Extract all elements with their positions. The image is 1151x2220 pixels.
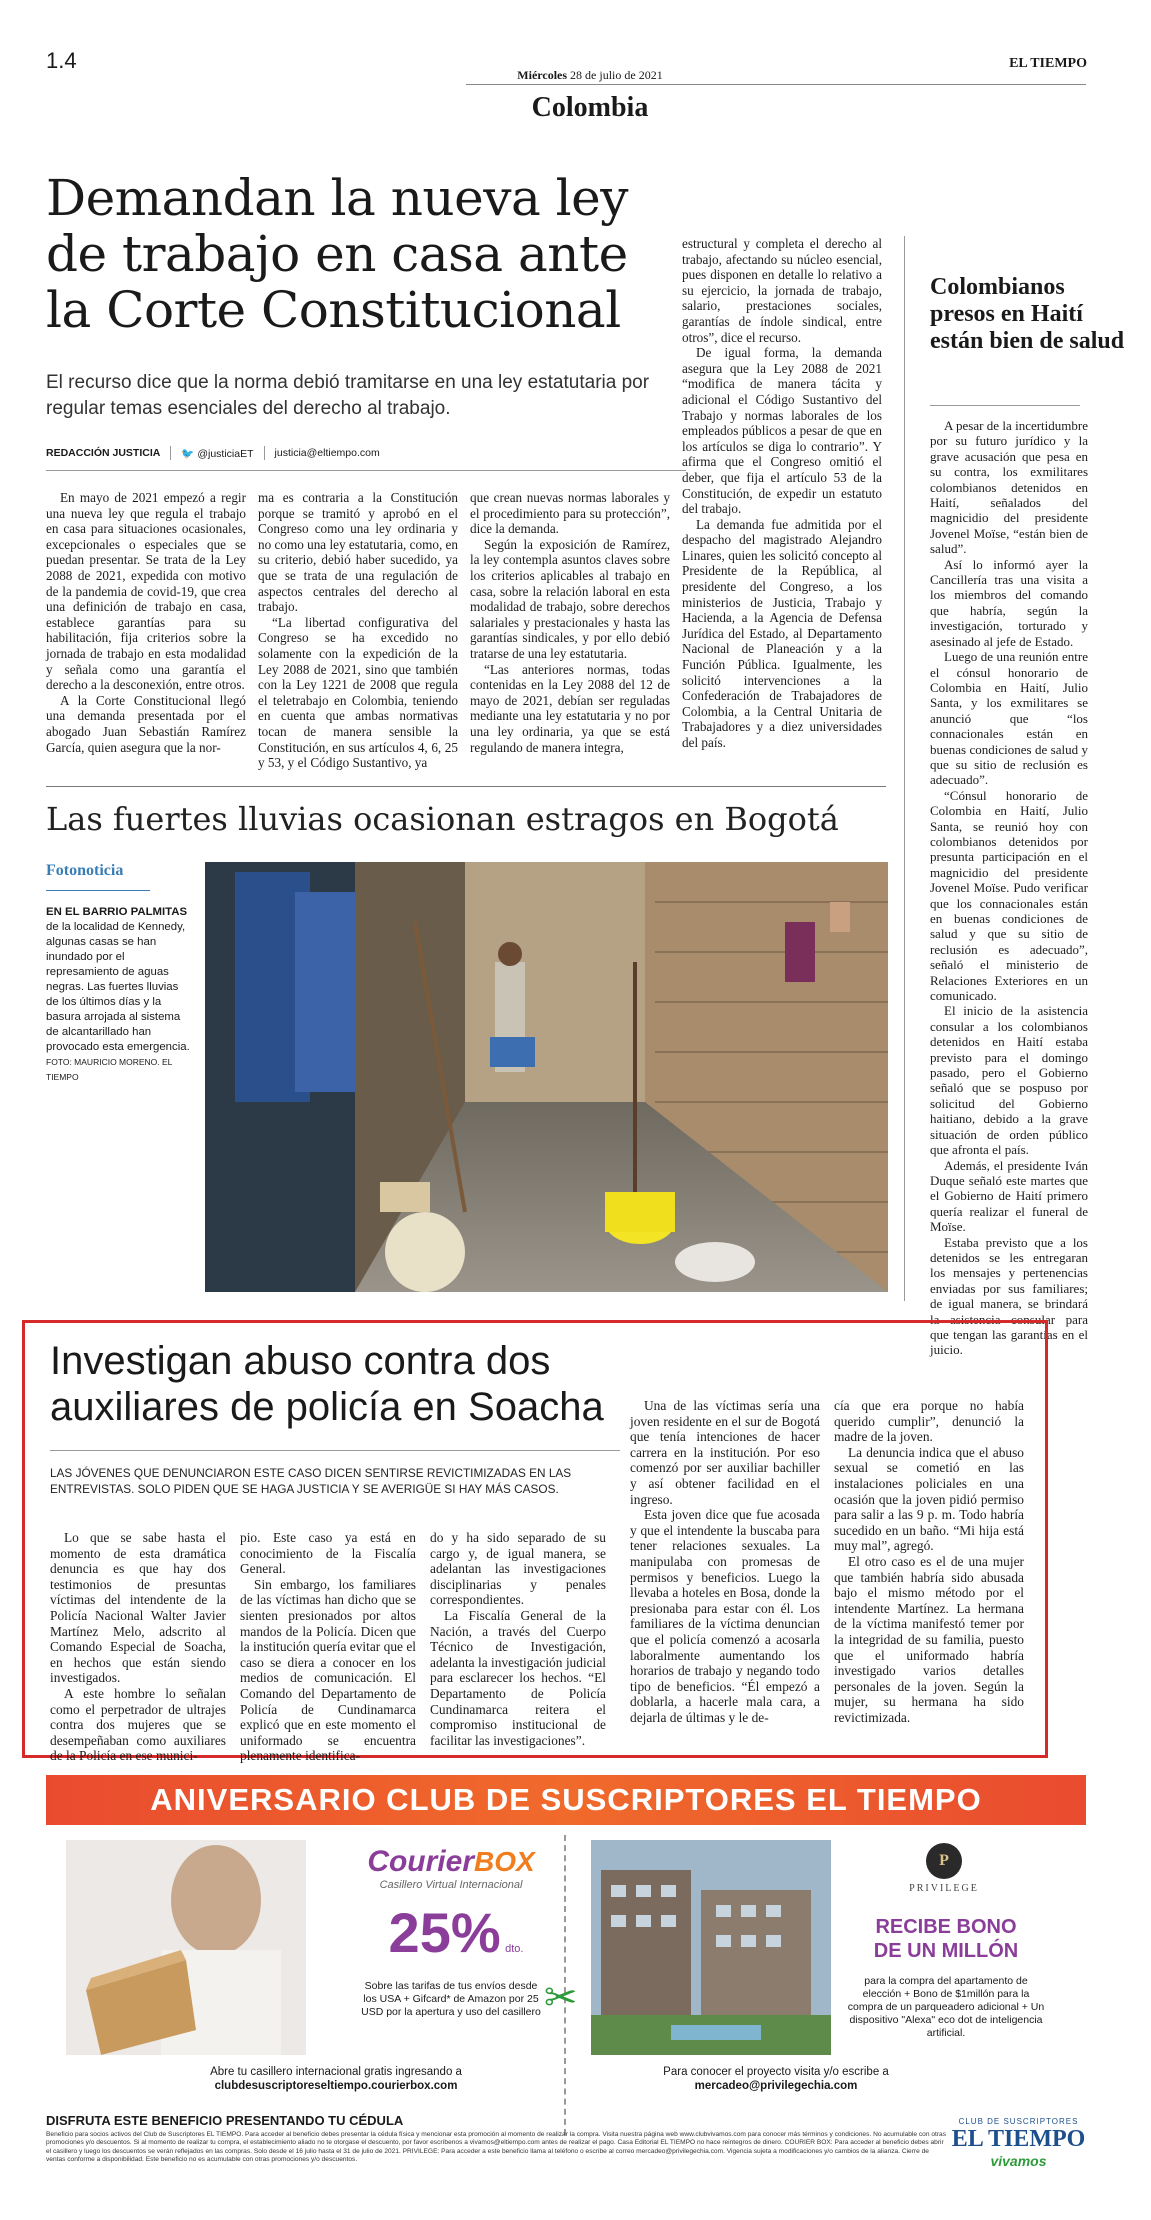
scissors-icon: ✂ (544, 1975, 578, 2021)
courier-url[interactable]: clubdesuscriptoreseltiempo.courierbox.com (214, 2080, 458, 2092)
story1-dek: El recurso dice que la norma debió tramitarse en una ley estatutaria por regular temas esenciales del derecho al trabajo. (46, 372, 650, 419)
byline-divider (170, 446, 171, 460)
story2-col1 (50, 1530, 226, 1764)
story1-col3 (470, 490, 670, 755)
discount (376, 1900, 536, 1965)
story1-col4 (682, 236, 882, 751)
courierbox-logo (346, 1845, 556, 1891)
courier-description: Sobre las tarifas de tus envíos desde los USA + Gifcard* de Amazon por 25 USD por la apertura y uso del casillero (361, 1980, 541, 2018)
paragraph: Estaba previsto que a los detenidos se les entregaran los mensajes y pertenencias enviadas por sus familiares; de igual manera, se brindará la asistencia consular para que tengan las garantías en el juicio. (930, 1234, 1088, 1358)
courier-cta (136, 2065, 536, 2093)
paragraph: Sin embargo, los familiares de las víctimas han dicho que se sienten presionados por altos mandos de la Policía. Dicen que la institución quería evitar que el caso se diera a conocer en los medios de comunicación. El Comando del Departamento de Policía de Cundinamarca explicó que en este momento el uniformado se encuentra plenamente identifica- (240, 1576, 416, 1764)
section-title: Colombia (531, 92, 649, 123)
paragraph: cía que era porque no había querido cumplir”, denunció la madre de la joven. (834, 1398, 1024, 1445)
byline-divider (264, 446, 265, 460)
discount-value: 25% (388, 1901, 501, 1964)
story1-headline: Demandan la nueva ley de trabajo en casa ante la Corte Constitucional (46, 169, 628, 339)
ad-banner: ANIVERSARIO CLUB DE SUSCRIPTORES EL TIEMPO (46, 1775, 1086, 1825)
flood-photo (205, 862, 888, 1292)
bono-line2: DE UN MILLÓN (873, 1940, 1019, 1962)
club-tag: vivamos (990, 2153, 1047, 2169)
sidebar-headline: Colombianos presos en Haití están bien de salud (930, 274, 1125, 354)
fotonoticia-label: Fotonoticia (46, 862, 124, 879)
paragraph: A este hombre lo señalan como el perpetrador de ultrajes contra dos mujeres que se desempeñaban como auxiliares de la Policía en ese munici- (50, 1685, 226, 1764)
date-weekday: Miércoles (517, 68, 568, 82)
privilege-email[interactable]: mercadeo@privilegechia.com (694, 2080, 858, 2092)
fotonoticia-rule (46, 890, 150, 891)
paragraph: ma es contraria a la Constitución porque se tramitó y aprobó en el Congreso como una ley ordinaria y no como una ley estatutaria, como, en su criterio, debió haber sucedido, ya que se trata de una regulación de aspectos centrales del derecho al trabajo. (258, 490, 458, 615)
discount-suffix: dto. (505, 1943, 524, 1955)
paragraph: El inicio de la asistencia consular a los colombianos detenidos en Haití estaba previsto para el domingo pasado, pero el Gobierno señaló que se pospuso por solicitud del Gobierno haitiano, debido a la grave situación de orden público que afronta el país. (930, 1003, 1088, 1158)
ad-building-image (591, 1840, 831, 2055)
paragraph: La denuncia indica que el abuso sexual se cometió en las instalaciones policiales en una ocasión que la joven pidió permiso para salir a las 9 p. m. Todo habría sucedido en un baño. “Mi hija está muy mal”, agregó. (834, 1444, 1024, 1554)
paragraph: Lo que se sabe hasta el momento de esta dramática denuncia es que hay dos testimonios de presuntas víctimas del intendente de la Policía Nacional Walter Javier Martínez Melo, adscrito al Comando Especial de Soacha, en hechos que están siendo investigados. (50, 1530, 226, 1686)
paragraph: La Fiscalía General de la Nación, a través del Cuerpo Técnico de Investigación, adelanta la investigación judicial para esclarecer los hechos. “El Departamento de Policía Cundinamarca reitera el compromiso institucional de facilitar las investigaciones”. (430, 1607, 606, 1748)
byline-author: REDACCIÓN JUSTICIA (46, 447, 161, 459)
paragraph: Según la exposición de Ramírez, la ley contempla asuntos claves sobre los criterios aplicables al trabajo en casa, sobre la relación laboral en esta modalidad de trabajo, sobre derechos salariales y prestacionales y hasta las garantías sindicales, y por ello debió tratarse de una ley estatutaria. (470, 536, 670, 661)
privilege-cta (616, 2065, 936, 2093)
caption-body: de la localidad de Kennedy, algunas casas se han inundado por el represamiento de aguas negras. Las fuertes lluvias de los últimos días y la basura arrojada al sistema de alcantarillado han provocado esta emergencia. (46, 921, 190, 1053)
story2-col3 (430, 1530, 606, 1748)
bono-headline (846, 1915, 1046, 1963)
caption-lead: EN EL BARRIO PALMITAS (46, 906, 188, 918)
paragraph: En mayo de 2021 empezó a regir una nueva ley que regula el trabajo en casa para situaciones ocasionales, excepcionales o especiales que se puedan presentar. Se trata de la Ley 2088 de 2021, expedida con motivo de la pandemia de covid-19, que crea una definición de trabajo en casa, establece garantías para su habilitación, fija criterios sobre la jornada de trabajo en esta modalidad y señala como una garantía el derecho a la desconexión, entre otros. (46, 490, 246, 693)
courier-cta-text: Abre tu casillero internacional gratis ingresando a (210, 2066, 462, 2078)
photo-credit: FOTO: MAURICIO MORENO. EL TIEMPO (46, 1057, 173, 1082)
story2-rule (50, 1450, 620, 1451)
sidebar-body (930, 418, 1088, 1358)
twitter-text: @justiciaET (197, 447, 254, 460)
paper-name: EL TIEMPO (1009, 56, 1087, 71)
story2-dek: LAS JÓVENES QUE DENUNCIARON ESTE CASO DICEN SENTIRSE REVICTIMIZADAS EN LAS ENTREVISTAS. SOLO PIDEN QUE SE HAGA JUSTICIA Y SE AVERIGÜE SI HAY MÁS CASOS. (50, 1466, 572, 1496)
privilege-logo-icon: P (926, 1843, 962, 1879)
paragraph: pio. Este caso ya está en conocimiento de la Fiscalía General. (240, 1530, 416, 1577)
sidebar-divider (904, 236, 905, 1301)
story2-col2 (240, 1530, 416, 1764)
paragraph: “Las anteriores normas, todas contenidas en la Ley 2088 del 12 de mayo de 2021, debían ser reguladas mediante una ley estatutaria y no por una ley ordinaria, ya que se está regulando de manera integra, (470, 661, 670, 755)
twitter-handle[interactable] (181, 447, 253, 460)
paragraph: A pesar de la incertidumbre por su futuro jurídico y la grave acusación que pesa en su contra, los exmilitares colombianos detenidos en Haití, señalados del magnicidio del presidente Jovenel Moïse, “están bien de salud”. (930, 418, 1088, 557)
advertisement (46, 1775, 1086, 2205)
story2-headline: Investigan abuso contra dos auxiliares de policía en Soacha (50, 1339, 604, 1429)
paragraph: do y ha sido separado de su cargo y, de igual manera, se adelantan las investigaciones disciplinarias y penales correspondientes. (430, 1530, 606, 1608)
byline-email[interactable]: justicia@eltiempo.com (274, 447, 380, 459)
paragraph: que crean nuevas normas laborales y el procedimiento para su protección”, dice la demanda. (470, 490, 670, 537)
paragraph: El otro caso es el de una mujer que también habría sido abusada bajo el mismo método por el intendente Martínez. La hermana de la víctima manifestó temer por la integridad de su familia, puesto que el uniformado habría investigado varios detalles personales de la joven. Según la mujer, su hermana ha sido revictimizada. (834, 1553, 1024, 1725)
sidebar-rule (930, 405, 1080, 406)
header-rule (466, 84, 1086, 85)
story2-col4 (630, 1398, 820, 1725)
issue-date (440, 68, 740, 83)
paragraph: “La libertad configurativa del Congreso se ha excedido no solamente con la expedición de la Ley 2088 de 2021, sino que también con la Ley 1221 de 2008 que regula el teletrabajo en Colombia, teniendo en cuenta que ambas normativas tocan de manera sensible la Constitución, en sus artículos 4, 6, 25 y 53, y el Código Sustantivo, ya (258, 614, 458, 771)
paragraph: estructural y completa el derecho al trabajo, afectando su núcleo esencial, pues disponen en detalle lo relativo a su ejercicio, la jornada de trabajo, salario, prestaciones sociales, garantías de índole sindical, entre otros”, dice el recurso. (682, 236, 882, 345)
courier-brand: Courier (367, 1845, 474, 1878)
paragraph: Luego de una reunión entre el cónsul honorario de Colombia en Haití, Julio Santa, y los exmilitares se anunció que “los connacionales están en buenas condiciones de salud y que su sitio de reclusión es adecuado”. (930, 649, 1088, 788)
section-rule (46, 786, 886, 787)
privilege-brand: PRIVILEGE (909, 1883, 979, 1894)
byline-rule (46, 470, 686, 471)
story1-byline (46, 446, 380, 460)
privilege-cta-text: Para conocer el proyecto visita y/o escribe a (663, 2066, 889, 2078)
story1-col2 (258, 490, 458, 771)
paragraph: Esta joven dice que fue acosada y que el intendente la buscaba para tener relaciones sexuales. La manipulaba con promesas de permisos y beneficios. Luego la llevaba a hoteles en Bosa, donde la presionaba para estar con él. Los familiares de la víctima denuncian que el policía comenzó a acosarla laboralmente aumentando los horarios de trabajo y negando todo tipo de beneficios. “Él empezó a doblarla, a hacerle mala cara, a dejarla de últimas y le de- (630, 1507, 820, 1725)
ad-footer-title: DISFRUTA ESTE BENEFICIO PRESENTANDO TU CÉDULA (46, 2113, 404, 2128)
paragraph: A la Corte Constitucional llegó una demanda presentada por el abogado Juan Sebastián Ramírez García, quien asegura que la nor- (46, 692, 246, 755)
twitter-icon: 🐦 (181, 447, 195, 460)
photo-headline: Las fuertes lluvias ocasionan estragos en Bogotá (46, 800, 839, 838)
paragraph: De igual forma, la demanda asegura que la Ley 2088 de 2021 “modifica de manera tácita y adicional el Código Sustantivo del Trabajo y normas laborales de los empleados públicos a pesar de que en los artículos se diga lo contrario”. Y afirma que el Congreso omitió el deber, que fija el artículo 53 de la Constitución, de expedir un estatuto del trabajo. (682, 345, 882, 517)
courier-subtitle: Casillero Virtual Internacional (379, 1879, 523, 1891)
page-number: 1.4 (46, 48, 77, 73)
story2-col5 (834, 1398, 1024, 1725)
bono-line1: RECIBE BONO (875, 1916, 1017, 1938)
date-rest: 28 de julio de 2021 (567, 68, 663, 82)
ad-fine-print: Beneficio para socios activos del Club de Suscriptores EL TIEMPO. Para acceder al beneficio debes presentar la cédula física y mencionar esta promoción al momento de realizar la compra. Visita nuestra página web www.clubvivamos.com para conocer más términos y condiciones. No acumulable con otras promociones y/o descuentos. Si al momento de realizar tu compra, el establecimiento aliado no te otorgase el descuento, por favor escríbenos a vivamos@eltiempo.com antes de realizar el pago. Casa Editorial EL TIEMPO no hace reintegros de dinero. COURIER BOX: Para acceder al beneficio debes abrir el casillero y luego los descuentos se verán reflejados en las compras. Solo desde el 16 julio hasta el 31 de julio de 2021. PRIVILEGE: Para acceder a este beneficio llama al teléfono o escribe al correo mercadeo@privilegechia.com. Vigencia sujeta a modificaciones y/o cambios de la alianza. Cierre de ventas conforme a disponibilidad. Este beneficio no es acumulable con otras promociones y/o descuentos. (46, 2131, 947, 2164)
club-logo (951, 2117, 1086, 2169)
club-label: CLUB DE SUSCRIPTORES (958, 2117, 1079, 2126)
courier-brand-box: BOX (474, 1846, 535, 1877)
paragraph: Una de las víctimas sería una joven residente en el sur de Bogotá que tenía intenciones de hacer carrera en la institución. Por eso comenzó por ser auxiliar bachiller y así obtener facilidad en el ingreso. (630, 1398, 820, 1507)
paragraph: Además, el presidente Iván Duque señaló este martes que el Gobierno de Haití primero quería realizar el funeral de Moïse. (930, 1157, 1088, 1235)
photo-caption (46, 905, 194, 1085)
club-brand: EL TIEMPO (951, 2126, 1086, 2152)
story1-col1 (46, 490, 246, 755)
paragraph: Así lo informó ayer la Cancillería tras una visita a los miembros del comando que habría, según la investigación, torturado y asesinado al jefe de Estado. (930, 556, 1088, 649)
paragraph: “Cónsul honorario de Colombia en Haití, Julio Santa, se reunió hoy con colombianos detenidos por presunta participación en el magnicidio del presidente Jovenel Moïse. Pudo verificar que los connacionales están en buenas condiciones de salud y que su sitio de reclusión es adecuado”, señaló el ministerio de Relaciones Exteriores en un comunicado. (930, 787, 1088, 1004)
ad-woman-box-image (66, 1840, 306, 2055)
paragraph: La demanda fue admitida por el despacho del magistrado Alejandro Linares, quien les solicitó concepto al Presidente de la República, al presidente del Congreso, a los ministerios de Justicia, Trabajo y Hacienda, a la Agencia de Defensa Jurídica del Estado, al Departamento Nacional de Planeación y a la Función Pública. Igualmente, les solicitó intervenciones a la Confederación de Trabajadores de Colombia, a la Central Unitaria de Trabajadores y a diez universidades del país. (682, 516, 882, 750)
bono-description: para la compra del apartamento de elección + Bono de $1millón para la compra de un parqueadero adicional + Un dispositivo "Alexa" eco dot de inteligencia artificial. (847, 1975, 1045, 2039)
